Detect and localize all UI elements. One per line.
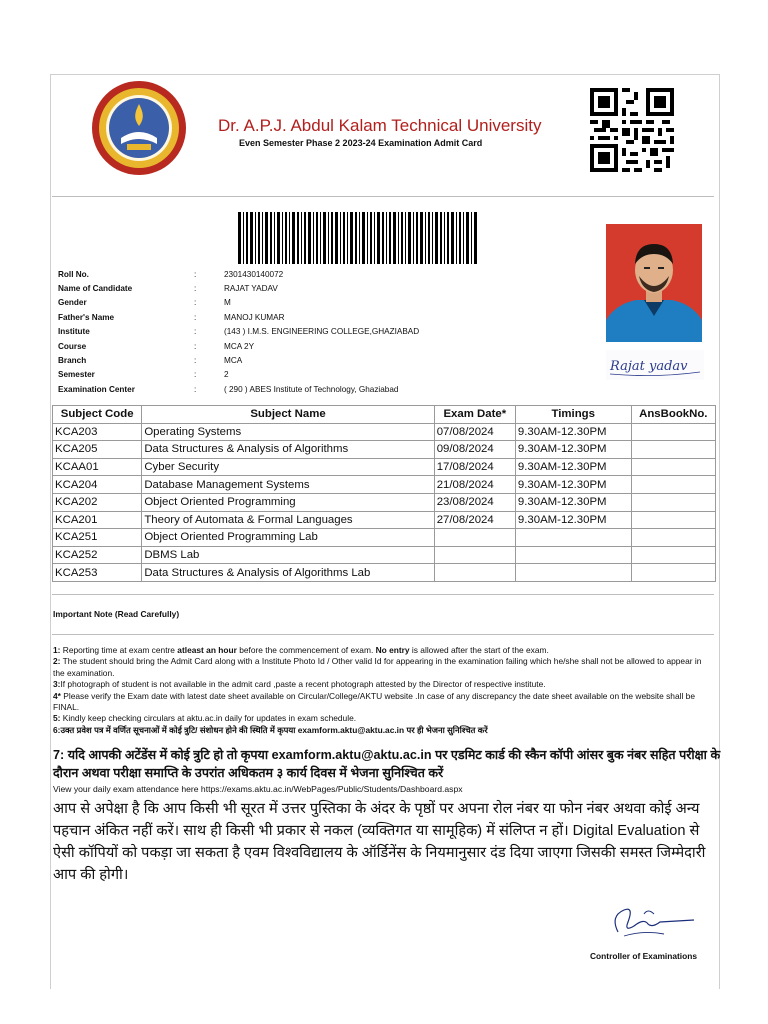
note-text: Reporting time at exam centre [60, 645, 178, 655]
cell-timing: 9.30AM-12.30PM [515, 476, 631, 494]
field-name [58, 281, 419, 295]
cell-name: Cyber Security [142, 458, 434, 476]
cell-ansbook [631, 493, 715, 511]
cell-date: 21/08/2024 [434, 476, 515, 494]
cell-ansbook [631, 476, 715, 494]
note-3 [53, 679, 715, 690]
cell-timing: 9.30AM-12.30PM [515, 493, 631, 511]
header-exam-date: Exam Date* [434, 406, 515, 424]
cell-timing: 9.30AM-12.30PM [515, 458, 631, 476]
cell-date [434, 529, 515, 547]
field-colon: : [194, 356, 197, 366]
field-exam-center [58, 382, 419, 396]
note-text: If photograph of student is not available in the admit card ,paste a recent photograph attested by the Director of respective institute. [60, 679, 546, 690]
table-row [53, 564, 716, 582]
note-number: 5: [53, 713, 61, 724]
cell-name: Data Structures & Analysis of Algorithms Lab [142, 564, 434, 582]
cell-name: Operating Systems [142, 423, 434, 441]
field-colon: : [194, 327, 197, 337]
field-label: Branch [58, 356, 87, 366]
field-label: Roll No. [58, 269, 89, 279]
candidate-photo [606, 224, 702, 342]
cell-name: Object Oriented Programming [142, 493, 434, 511]
cell-timing: 9.30AM-12.30PM [515, 511, 631, 529]
cell-code: KCA203 [53, 423, 142, 441]
table-row [53, 546, 716, 564]
field-semester [58, 368, 419, 382]
field-course [58, 339, 419, 353]
note-7-attendance-error: 7: यदि आपकी अटेंडेंस में कोई त्रुटि हो तो कृपया examform.aktu@aktu.ac.in पर एडमिट कार्ड की स्कैन कॉपी आंसर बुक नंबर सहित परीक्षा के दौरान अथवा परीक्षा समाप्ति के उपरांत अधिकतम ३ कार्य दिवस में भेजना सुनिश्चित करें [53, 748, 721, 780]
field-value: MANOJ KUMAR [224, 312, 285, 322]
notes-divider-top [52, 594, 714, 595]
cell-ansbook [631, 546, 715, 564]
note-text: Please verify the Exam date with latest date sheet available on Circular/College/AKTU website .In case of any discrepancy the date sheet available on the website shall be FINAL. [53, 690, 695, 713]
table-row [53, 493, 716, 511]
subjects-table [52, 405, 716, 582]
candidate-signature [606, 350, 704, 380]
cell-code: KCA202 [53, 493, 142, 511]
field-value: RAJAT YADAV [224, 284, 278, 294]
table-row [53, 458, 716, 476]
field-value: MCA 2Y [224, 341, 255, 351]
cell-code: KCA251 [53, 529, 142, 547]
field-colon: : [194, 384, 197, 394]
field-colon: : [194, 284, 197, 294]
cell-date [434, 546, 515, 564]
header-subject-code: Subject Code [53, 406, 142, 424]
cell-code: KCAA01 [53, 458, 142, 476]
note-6 [53, 725, 715, 736]
barcode-icon [238, 212, 478, 264]
field-label: Semester [58, 370, 95, 380]
university-seal-logo [91, 80, 187, 176]
svg-text:Rajat yadav: Rajat yadav [610, 359, 688, 374]
table-row [53, 423, 716, 441]
cell-date: 07/08/2024 [434, 423, 515, 441]
field-branch [58, 353, 419, 367]
header-subject-name: Subject Name [142, 406, 434, 424]
field-label: Institute [58, 327, 90, 337]
field-value: 2301430140072 [224, 269, 284, 279]
cell-ansbook [631, 529, 715, 547]
field-colon: : [194, 312, 197, 322]
field-colon: : [194, 269, 197, 279]
controller-signature [604, 896, 696, 940]
instructions-list [53, 645, 715, 736]
cell-date: 23/08/2024 [434, 493, 515, 511]
cell-ansbook [631, 511, 715, 529]
note-number: 4* [53, 690, 61, 701]
field-gender [58, 296, 419, 310]
note-5 [53, 713, 715, 724]
cell-code: KCA201 [53, 511, 142, 529]
cell-date [434, 564, 515, 582]
cell-code: KCA204 [53, 476, 142, 494]
note-text: before the commencement of exam. [236, 645, 376, 655]
header-divider [52, 196, 714, 197]
cell-name: Object Oriented Programming Lab [142, 529, 434, 547]
cell-timing: 9.30AM-12.30PM [515, 423, 631, 441]
field-label: Father's Name [58, 312, 115, 322]
cell-code: KCA253 [53, 564, 142, 582]
cell-name: DBMS Lab [142, 546, 434, 564]
table-row [53, 476, 716, 494]
header-ansbook: AnsBookNo. [631, 406, 715, 424]
field-label: Course [58, 341, 87, 351]
hindi-warning-paragraph: आप से अपेक्षा है कि आप किसी भी सूरत में उत्तर पुस्तिका के अंदर के पृष्ठों पर अपना रोल नंबर या फोन नंबर अथवा कोई अन्य पहचान अंकित नहीं करें। साथ ही किसी भी प्रकार से नकल (व्यक्तिगत या सामूहिक) में संलिप्त न हों। Digital Evaluation से ऐसी कॉपियों को पकड़ा जा सकता है एवम विश्वविद्यालय के ऑर्डिनेंस के नियमानुसार दंड दिया जाएगा जिसकी समस्त जिम्मेदारी आप की होगी। [53, 801, 706, 883]
note-text: The student should bring the Admit Card along with a Institute Photo Id / Other valid Id for appearing in the examination failing which he/she shall not be allowed to appear in the examination. [53, 656, 702, 678]
cell-date: 27/08/2024 [434, 511, 515, 529]
exam-subtitle: Even Semester Phase 2 2023-24 Examination Admit Card [239, 138, 483, 148]
field-value: M [224, 298, 231, 308]
note-4 [53, 691, 715, 714]
cell-name: Theory of Automata & Formal Languages [142, 511, 434, 529]
notes-divider [52, 634, 714, 635]
field-institute [58, 325, 419, 339]
table-row [53, 511, 716, 529]
table-header-row [53, 406, 716, 424]
field-father-name [58, 310, 419, 324]
field-label: Name of Candidate [58, 284, 133, 294]
field-colon: : [194, 341, 197, 351]
cell-code: KCA252 [53, 546, 142, 564]
note-number: 3: [53, 679, 61, 690]
note-text: 6:उक्त प्रवेश पत्र में वर्णित सूचनाओं में कोई त्रुटि/ संशोधन होने की स्थिति में कृपया examform.aktu@aktu.ac.in पर ही भेजना सुनिश्चित करें [53, 724, 488, 735]
university-title: Dr. A.P.J. Abdul Kalam Technical University [218, 116, 542, 135]
cell-ansbook [631, 441, 715, 459]
cell-ansbook [631, 564, 715, 582]
controller-label: Controller of Examinations [590, 951, 698, 961]
note-number: 1: [53, 645, 61, 655]
cell-name: Database Management Systems [142, 476, 434, 494]
field-value: ( 290 ) ABES Institute of Technology, Ghaziabad [224, 384, 399, 394]
field-label: Examination Center [58, 384, 135, 394]
note-text: is allowed after the start of the exam. [409, 645, 549, 655]
cell-name: Data Structures & Analysis of Algorithms [142, 441, 434, 459]
field-colon: : [194, 298, 197, 308]
cell-timing [515, 529, 631, 547]
note-2 [53, 656, 715, 679]
note-number: 2: [53, 656, 61, 667]
cell-timing: 9.30AM-12.30PM [515, 441, 631, 459]
field-label: Gender [58, 298, 87, 308]
cell-date: 09/08/2024 [434, 441, 515, 459]
qr-code-icon [590, 86, 674, 174]
cell-ansbook [631, 423, 715, 441]
attendance-link-text: View your daily exam attendance here https://exams.aktu.ac.in/WebPages/Public/Students/Dashboard.aspx [53, 784, 463, 794]
header-timings: Timings [515, 406, 631, 424]
field-roll-no [58, 267, 419, 281]
table-row [53, 529, 716, 547]
cell-date: 17/08/2024 [434, 458, 515, 476]
cell-ansbook [631, 458, 715, 476]
table-row [53, 441, 716, 459]
field-value: (143 ) I.M.S. ENGINEERING COLLEGE,GHAZIABAD [224, 327, 420, 337]
important-note-heading: Important Note (Read Carefully) [53, 609, 180, 619]
cell-timing [515, 546, 631, 564]
cell-timing [515, 564, 631, 582]
candidate-details [58, 267, 419, 397]
note-1 [53, 645, 715, 656]
note-emphasis: atleast an hour [177, 645, 237, 655]
note-emphasis: No entry [375, 645, 410, 655]
field-value: 2 [224, 370, 229, 380]
field-colon: : [194, 370, 197, 380]
field-value: MCA [224, 356, 243, 366]
cell-code: KCA205 [53, 441, 142, 459]
note-text: Kindly keep checking circulars at aktu.ac.in daily for updates in exam schedule. [60, 713, 357, 724]
